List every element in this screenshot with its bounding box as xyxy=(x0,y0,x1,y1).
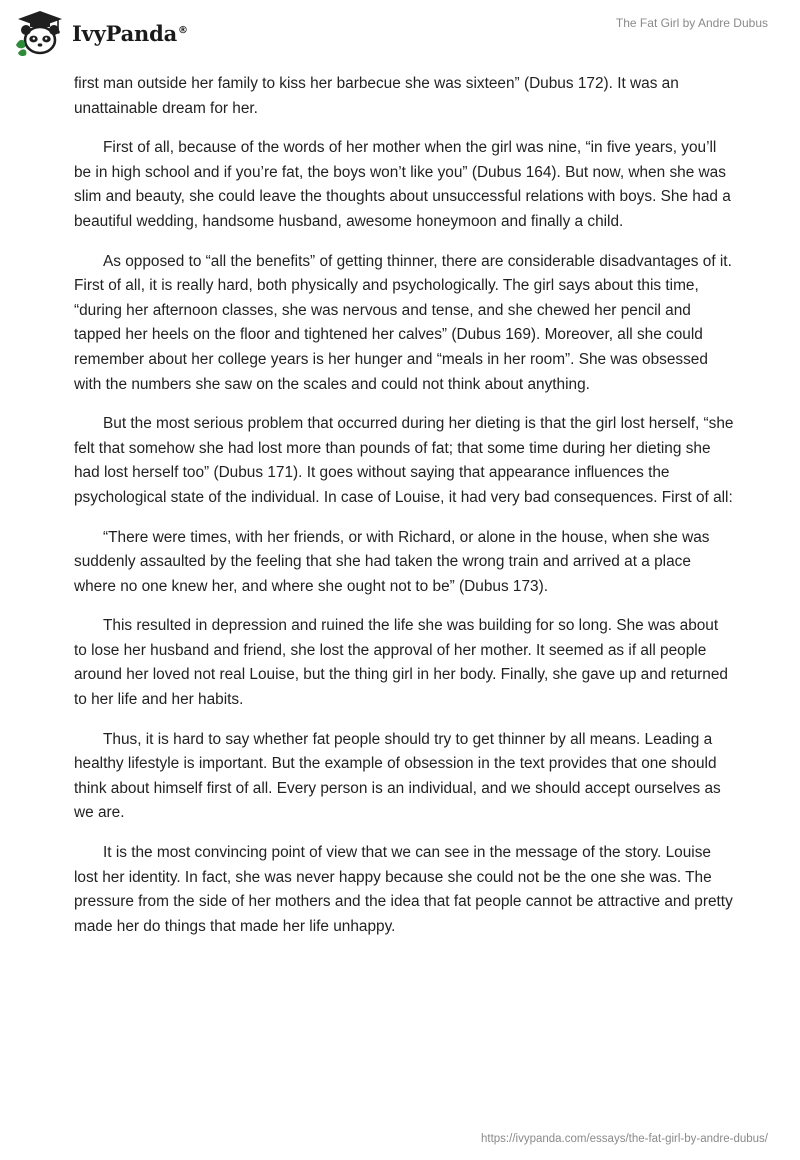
page-header xyxy=(0,0,800,70)
paragraph: first man outside her family to kiss her barbecue she was sixteen” (Dubus 172). It was an unattainable dream for her. xyxy=(74,75,679,117)
paragraph: This resulted in depression and ruined the life she was building for so long. She was about to lose her husband and friend, she lost the approval of her mother. It seemed as if all people around her loved not real Louise, but the thing girl in her body. Finally, she gave up and returned to her life and her habits. xyxy=(74,617,728,709)
source-url-link[interactable]: https://ivypanda.com/essays/the-fat-girl-by-andre-dubus/ xyxy=(481,1133,768,1145)
block-quote: “There were times, with her friends, or with Richard, or alone in the house, when she was suddenly assaulted by the feeling that she had taken the wrong train and arrived at a place where no one knew her, and where she ought not to be” (Dubus 173). xyxy=(74,528,710,595)
paragraph: As opposed to “all the benefits” of getting thinner, there are considerable disadvantages of it. First of all, it is really hard, both physically and psychologically. The girl says about this time, “during her afternoon classes, she was nervous and tense, and she chewed her pencil and tapped her heels on the floor and tightened her calves” (Dubus 169). Moreover, all she could remember about her college years is her hunger and “meals in her room”. She was obsessed with the numbers she saw on the scales and could not think about anything. xyxy=(74,252,732,393)
paragraph: Thus, it is hard to say whether fat people should try to get thinner by all means. Leading a healthy lifestyle is important. But the example of obsession in the text provides that one should think about himself first of all. Every person is an individual, and we should accept ourselves as we are. xyxy=(74,730,721,822)
brand-logo[interactable] xyxy=(14,9,188,57)
paragraph: First of all, because of the words of her mother when the girl was nine, “in five years, you’ll be in high school and if you’re fat, the boys won’t like you” (Dubus 164). But now, when she was slim and beauty, she could leave the thoughts about unsuccessful relations with boys. She had a beautiful wedding, handsome husband, awesome honeymoon and finally a child. xyxy=(74,139,731,230)
paragraph: It is the most convincing point of view that we can see in the message of the story. Louise lost her identity. In fact, she was never happy because she could not be the one she was. The pressure from the side of her mothers and the idea that fat people cannot be attractive and pretty made her do things that made her life unhappy. xyxy=(74,844,733,935)
panda-graduate-icon xyxy=(14,9,66,57)
essay-body xyxy=(74,72,734,954)
document-title: The Fat Girl by Andre Dubus xyxy=(615,16,768,30)
paragraph: But the most serious problem that occurred during her dieting is that the girl lost herself, “she felt that somehow she had lost more than pounds of fat; that some time during her dieting she had lost herself too” (Dubus 171). It goes without saying that appearance influences the psychological state of the individual. In case of Louise, it had very bad consequences. First of all: xyxy=(74,415,734,506)
brand-name: IvyPanda® xyxy=(72,20,188,46)
